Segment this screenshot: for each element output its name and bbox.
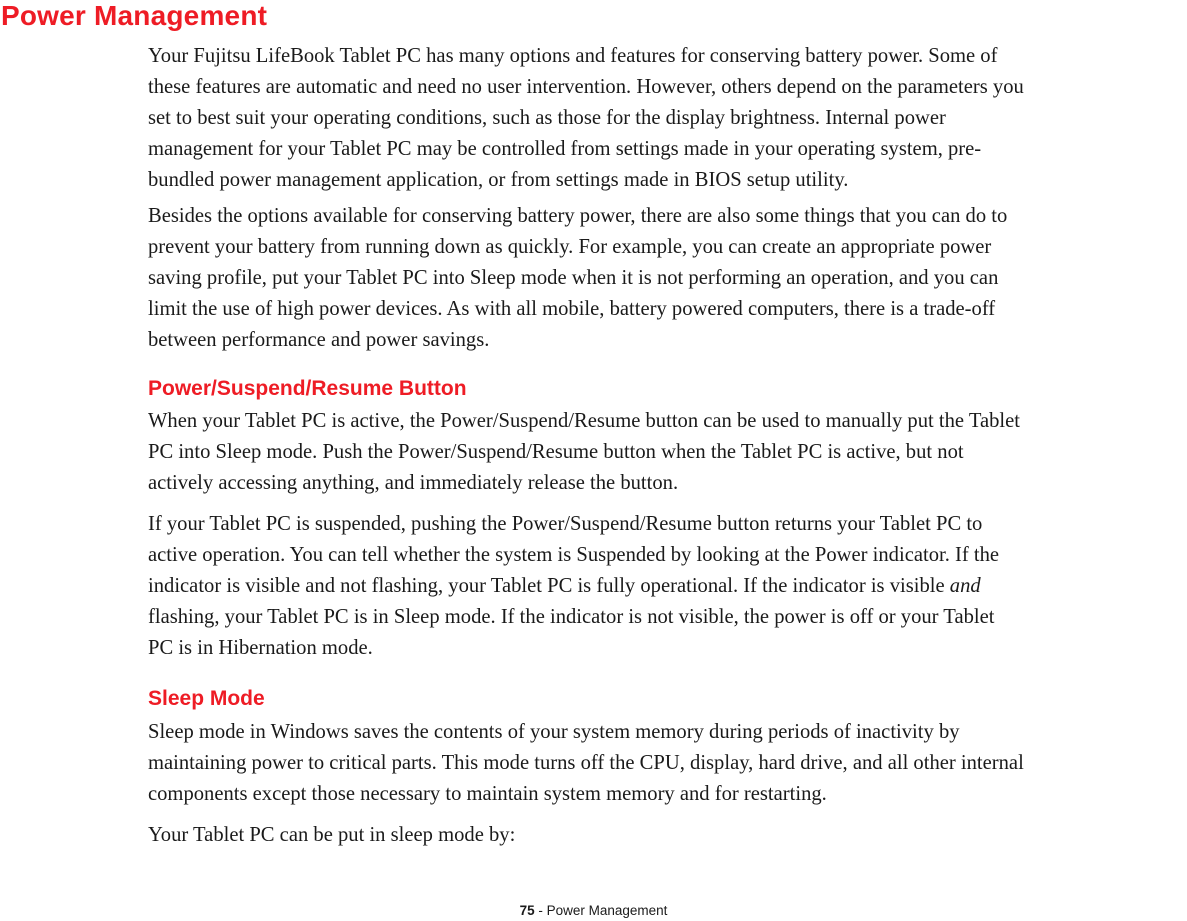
text-line: set to best suit your operating conditions, such as those for the display brightness. Internal power [148,107,946,129]
text-line: actively accessing anything, and immediately release the button. [148,472,679,494]
text-line: If your Tablet PC is suspended, pushing the Power/Suspend/Resume button returns your Tablet PC to [148,513,983,535]
heading-sleep-mode: Sleep Mode [148,687,265,710]
text-line: management for your Tablet PC may be controlled from settings made in your operating system, pre- [148,138,982,160]
text-line: active operation. You can tell whether the system is Suspended by looking at the Power indicator. If the [148,544,1000,566]
text-line: prevent your battery from running down as quickly. For example, you can create an appropriate power [148,236,992,258]
footer-separator: - [534,903,547,918]
emphasis-text: and [949,575,981,597]
text-line: PC into Sleep mode. Push the Power/Suspend/Resume button when the Tablet PC is active, but not [148,441,964,463]
text-line: components except those necessary to maintain system memory and for restarting. [148,783,827,805]
sleep-mode-paragraph-1 [148,717,1187,810]
text-line: these features are automatic and need no user intervention. However, others depend on the parameters you [148,76,1024,98]
page-title: Power Management [1,0,268,31]
power-button-paragraph-2 [148,509,1187,664]
heading-power-suspend-resume-button: Power/Suspend/Resume Button [148,377,467,400]
intro-paragraph-2 [148,201,1187,356]
page-footer [0,902,1187,920]
text-line: limit the use of high power devices. As with all mobile, battery powered computers, there is a trade-off [148,298,996,320]
text-line: When your Tablet PC is active, the Power/Suspend/Resume button can be used to manually put the Tablet [148,410,1020,432]
text-line: between performance and power savings. [148,329,490,351]
text-line: maintaining power to critical parts. This mode turns off the CPU, display, hard drive, and all other internal [148,752,1024,774]
footer-section-title: Power Management [546,903,668,918]
text-line: saving profile, put your Tablet PC into Sleep mode when it is not performing an operation, and you can [148,267,999,289]
power-button-paragraph-1 [148,406,1187,499]
text-line: Sleep mode in Windows saves the contents of your system memory during periods of inactivity by [148,721,960,743]
text-line: Besides the options available for conserving battery power, there are also some things that you can do to [148,205,1008,227]
text-line: PC is in Hibernation mode. [148,637,373,659]
sleep-mode-paragraph-2 [148,820,1187,851]
text-line: flashing, your Tablet PC is in Sleep mode. If the indicator is not visible, the power is off or your Tablet [148,606,995,628]
text-line: Your Tablet PC can be put in sleep mode by: [148,824,516,846]
page-number: 75 [519,903,535,918]
text-line [148,571,1187,602]
text-run: indicator is visible and not flashing, your Tablet PC is fully operational. If the indicator is visible [148,575,950,597]
intro-paragraph-1 [148,41,1187,196]
text-line: Your Fujitsu LifeBook Tablet PC has many options and features for conserving battery power. Some of [148,45,998,67]
text-line: bundled power management application, or from settings made in BIOS setup utility. [148,169,849,191]
